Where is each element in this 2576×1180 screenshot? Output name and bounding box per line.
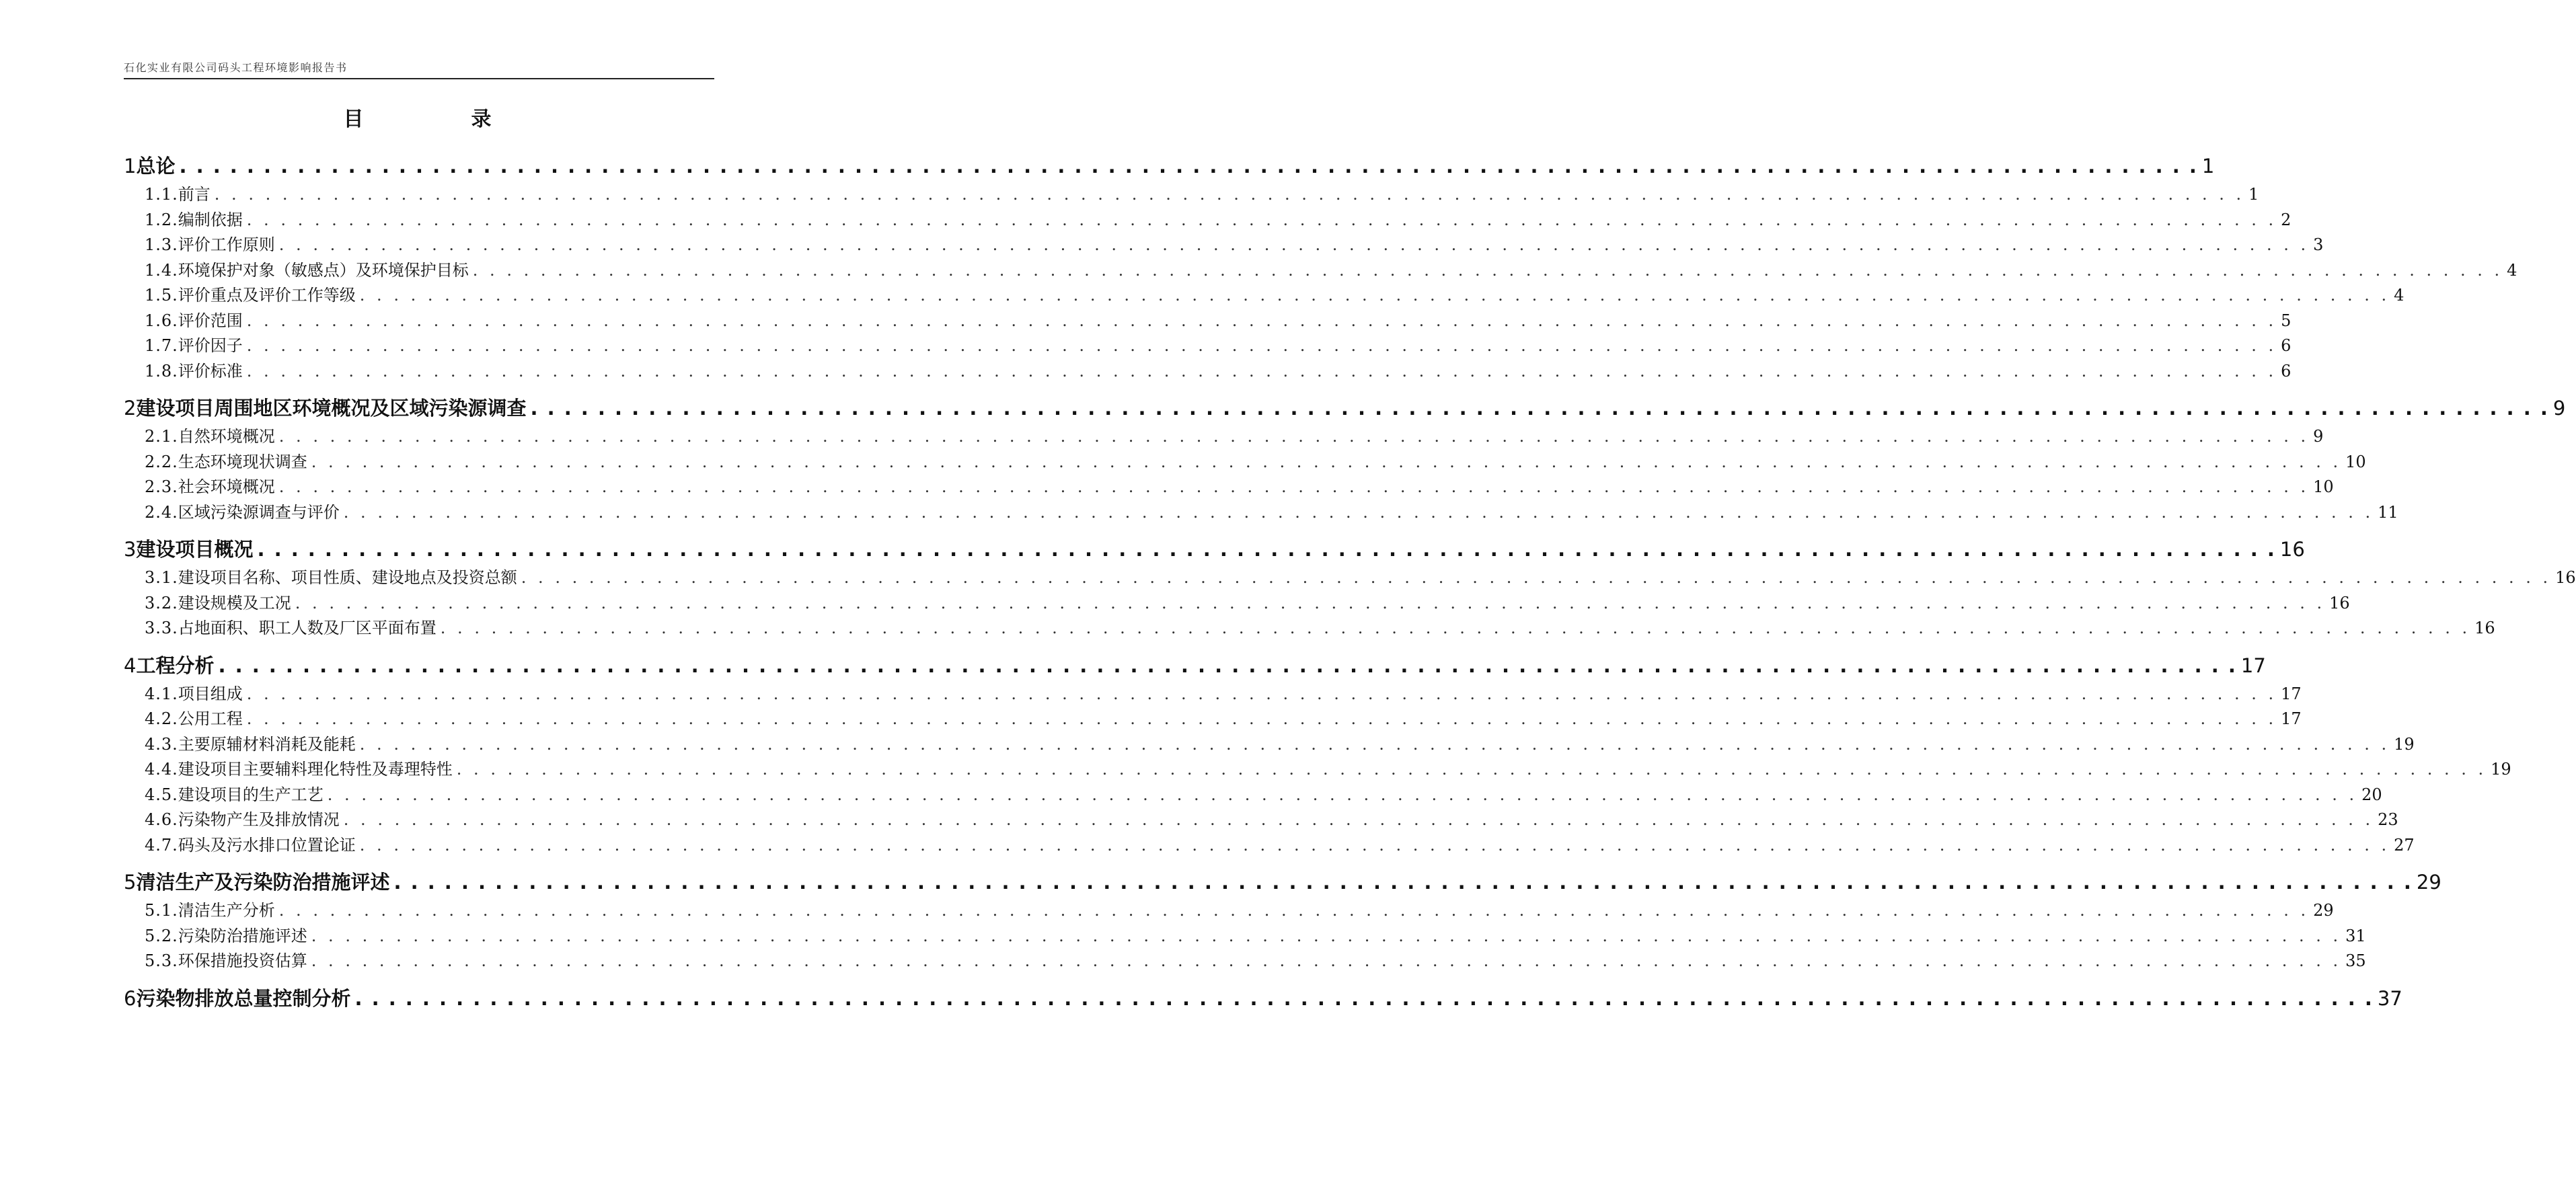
toc-section-entry[interactable] [124, 922, 2366, 948]
toc-section-entry[interactable] [124, 947, 2366, 973]
section-number: 2.1. [145, 427, 178, 446]
toc-chapter-entry[interactable] [124, 651, 2266, 677]
leader-dots: . . . . . . . . . . . . . . . . . . . . . . . . . . . . . . . . . . . . . . . . . . . . . . . . . . . . . . . . . . . . . . . . . . . . . . . . . . . . . . . . . . . . . . . . . . . . . . . . . . . . . . . . . . . . . . . . . . . . . . . . [327, 785, 2358, 804]
leader-dots: . . . . . . . . . . . . . . . . . . . . . . . . . . . . . . . . . . . . . . . . . . . . . . . . . . . . . . . . . . . . . . . . . . . . . . . . . . . . . . . . . . . . . . . . . . . . . . . . . . . . . . . . . . . . . . . . . . . . . . . . [456, 760, 2487, 779]
section-page-number: 1 [2248, 185, 2259, 204]
section-number: 1.2. [145, 210, 178, 229]
section-number: 3.3. [145, 619, 178, 637]
section-page-number: 16 [2329, 593, 2350, 613]
toc-section-entry[interactable] [124, 257, 2517, 282]
table-of-contents [124, 151, 2576, 1010]
section-page-number: 17 [2281, 709, 2302, 728]
section-number: 4.6. [145, 810, 178, 829]
toc-section-entry[interactable] [124, 282, 2404, 307]
leader-dots: . . . . . . . . . . . . . . . . . . . . . . . . . . . . . . . . . . . . . . . . . . . . . . . . . . . . . . . . . . . . . . . . . . . . . . . . . . . . . . . . . . . . . . . . . . . . . . . . . . . . . . . . . . . . . . . . . . . . . . . . [440, 619, 2471, 637]
chapter-number: 2 [124, 397, 137, 420]
section-page-number: 2 [2281, 210, 2291, 229]
leader-dots: . . . . . . . . . . . . . . . . . . . . . . . . . . . . . . . . . . . . . . . . . . . . . . . . . . . . . . . . . . . . . . . . . . . . . . . . . . . . . . . . . . . . . . . . . . . . . . . . . . . . . . . . . . . . . . . . . . . . . . . . [530, 397, 2549, 420]
section-title: 建设项目名称、项目性质、建设地点及投资总额 [178, 568, 517, 587]
section-number: 4.3. [145, 734, 178, 754]
section-title: 污染物产生及排放情况 [178, 810, 340, 829]
section-page-number: 27 [2394, 835, 2415, 855]
leader-dots: . . . . . . . . . . . . . . . . . . . . . . . . . . . . . . . . . . . . . . . . . . . . . . . . . . . . . . . . . . . . . . . . . . . . . . . . . . . . . . . . . . . . . . . . . . . . . . . . . . . . . . . . . . . . . . . . . . . . . . . . [359, 286, 2390, 305]
leader-dots: . . . . . . . . . . . . . . . . . . . . . . . . . . . . . . . . . . . . . . . . . . . . . . . . . . . . . . . . . . . . . . . . . . . . . . . . . . . . . . . . . . . . . . . . . . . . . . . . . . . . . . . . . . . . . . . . . . . . . . . . [354, 986, 2374, 1010]
section-page-number: 4 [2394, 286, 2404, 305]
section-page-number: 20 [2361, 785, 2382, 804]
section-title: 码头及污水排口位置论证 [178, 835, 356, 855]
section-title: 建设项目主要辅料理化特性及毒理特性 [178, 760, 453, 779]
leader-dots: . . . . . . . . . . . . . . . . . . . . . . . . . . . . . . . . . . . . . . . . . . . . . . . . . . . . . . . . . . . . . . . . . . . . . . . . . . . . . . . . . . . . . . . . . . . . . . . . . . . . . . . . . . . . . . . . . . . . . . . . [246, 311, 2277, 330]
section-number: 3.1. [145, 568, 178, 587]
section-number: 4.5. [145, 785, 178, 804]
toc-section-entry[interactable] [124, 705, 2302, 731]
section-number: 2.3. [145, 477, 178, 496]
section-page-number: 31 [2345, 926, 2366, 945]
section-title: 主要原辅材料消耗及能耗 [178, 734, 356, 754]
chapter-page-number: 37 [2377, 986, 2402, 1010]
chapter-page-number: 9 [2552, 397, 2566, 420]
section-page-number: 3 [2313, 235, 2324, 254]
toc-chapter-entry[interactable] [124, 867, 2441, 894]
section-title: 环保措施投资估算 [178, 951, 307, 970]
leader-dots: . . . . . . . . . . . . . . . . . . . . . . . . . . . . . . . . . . . . . . . . . . . . . . . . . . . . . . . . . . . . . . . . . . . . . . . . . . . . . . . . . . . . . . . . . . . . . . . . . . . . . . . . . . . . . . . . . . . . . . . . [472, 260, 2503, 280]
section-page-number: 23 [2378, 810, 2398, 829]
toc-chapter-entry[interactable] [124, 535, 2305, 561]
chapter-number: 1 [124, 155, 137, 178]
chapter-title: 建设项目概况 [136, 538, 254, 561]
section-title: 前言 [178, 185, 211, 204]
section-number: 1.3. [145, 235, 178, 254]
section-number: 5.2. [145, 926, 178, 945]
section-page-number: 9 [2313, 427, 2324, 446]
section-page-number: 16 [2474, 619, 2495, 637]
section-page-number: 29 [2313, 901, 2334, 920]
section-title: 评价范围 [178, 311, 243, 330]
leader-dots: . . . . . . . . . . . . . . . . . . . . . . . . . . . . . . . . . . . . . . . . . . . . . . . . . . . . . . . . . . . . . . . . . . . . . . . . . . . . . . . . . . . . . . . . . . . . . . . . . . . . . . . . . . . . . . . . . . . . . . . . [179, 155, 2198, 178]
toc-chapter-entry[interactable] [124, 151, 2215, 178]
chapter-title: 工程分析 [136, 654, 215, 677]
leader-dots: . . . . . . . . . . . . . . . . . . . . . . . . . . . . . . . . . . . . . . . . . . . . . . . . . . . . . . . . . . . . . . . . . . . . . . . . . . . . . . . . . . . . . . . . . . . . . . . . . . . . . . . . . . . . . . . . . . . . . . . . [246, 336, 2277, 355]
section-title: 建设项目的生产工艺 [178, 785, 324, 804]
toc-section-entry[interactable] [124, 423, 2324, 448]
section-number: 1.8. [145, 361, 178, 381]
section-number: 1.1. [145, 185, 178, 204]
section-number: 5.3. [145, 951, 178, 970]
toc-section-entry[interactable] [124, 680, 2302, 706]
section-number: 4.1. [145, 684, 178, 703]
toc-section-entry[interactable] [124, 615, 2495, 640]
running-header [124, 56, 714, 79]
section-title: 评价标准 [178, 361, 243, 381]
section-page-number: 10 [2313, 477, 2334, 496]
toc-chapter-entry[interactable] [124, 393, 2566, 420]
section-title: 建设规模及工况 [178, 593, 291, 613]
toc-section-entry[interactable] [124, 473, 2334, 499]
leader-dots: . . . . . . . . . . . . . . . . . . . . . . . . . . . . . . . . . . . . . . . . . . . . . . . . . . . . . . . . . . . . . . . . . . . . . . . . . . . . . . . . . . . . . . . . . . . . . . . . . . . . . . . . . . . . . . . . . . . . . . . . [521, 568, 2552, 587]
leader-dots: . . . . . . . . . . . . . . . . . . . . . . . . . . . . . . . . . . . . . . . . . . . . . . . . . . . . . . . . . . . . . . . . . . . . . . . . . . . . . . . . . . . . . . . . . . . . . . . . . . . . . . . . . . . . . . . . . . . . . . . . [257, 538, 2276, 561]
leader-dots: . . . . . . . . . . . . . . . . . . . . . . . . . . . . . . . . . . . . . . . . . . . . . . . . . . . . . . . . . . . . . . . . . . . . . . . . . . . . . . . . . . . . . . . . . . . . . . . . . . . . . . . . . . . . . . . . . . . . . . . . [278, 477, 2310, 496]
section-page-number: 5 [2281, 311, 2291, 330]
toc-section-entry[interactable] [124, 448, 2366, 474]
leader-dots: . . . . . . . . . . . . . . . . . . . . . . . . . . . . . . . . . . . . . . . . . . . . . . . . . . . . . . . . . . . . . . . . . . . . . . . . . . . . . . . . . . . . . . . . . . . . . . . . . . . . . . . . . . . . . . . . . . . . . . . . [246, 684, 2277, 703]
toc-section-entry[interactable] [124, 307, 2291, 333]
chapter-page-number: 29 [2416, 871, 2441, 894]
chapter-page-number: 1 [2201, 155, 2215, 178]
section-number: 2.4. [145, 502, 178, 522]
section-number: 5.1. [145, 901, 178, 920]
toc-section-entry[interactable] [124, 731, 2415, 756]
section-title: 自然环境概况 [178, 427, 275, 446]
leader-dots: . . . . . . . . . . . . . . . . . . . . . . . . . . . . . . . . . . . . . . . . . . . . . . . . . . . . . . . . . . . . . . . . . . . . . . . . . . . . . . . . . . . . . . . . . . . . . . . . . . . . . . . . . . . . . . . . . . . . . . . . [246, 361, 2277, 381]
section-number: 2.2. [145, 452, 178, 471]
leader-dots: . . . . . . . . . . . . . . . . . . . . . . . . . . . . . . . . . . . . . . . . . . . . . . . . . . . . . . . . . . . . . . . . . . . . . . . . . . . . . . . . . . . . . . . . . . . . . . . . . . . . . . . . . . . . . . . . . . . . . . . . [246, 210, 2277, 229]
leader-dots: . . . . . . . . . . . . . . . . . . . . . . . . . . . . . . . . . . . . . . . . . . . . . . . . . . . . . . . . . . . . . . . . . . . . . . . . . . . . . . . . . . . . . . . . . . . . . . . . . . . . . . . . . . . . . . . . . . . . . . . . [359, 835, 2390, 855]
toc-section-entry[interactable] [124, 358, 2291, 383]
chapter-title: 建设项目周围地区环境概况及区域污染源调查 [136, 397, 527, 420]
chapter-number: 4 [124, 654, 137, 677]
section-number: 4.2. [145, 709, 178, 728]
leader-dots: . . . . . . . . . . . . . . . . . . . . . . . . . . . . . . . . . . . . . . . . . . . . . . . . . . . . . . . . . . . . . . . . . . . . . . . . . . . . . . . . . . . . . . . . . . . . . . . . . . . . . . . . . . . . . . . . . . . . . . . . [311, 452, 2342, 471]
chapter-page-number: 16 [2279, 538, 2305, 561]
section-page-number: 16 [2555, 568, 2576, 587]
leader-dots: . . . . . . . . . . . . . . . . . . . . . . . . . . . . . . . . . . . . . . . . . . . . . . . . . . . . . . . . . . . . . . . . . . . . . . . . . . . . . . . . . . . . . . . . . . . . . . . . . . . . . . . . . . . . . . . . . . . . . . . . [311, 951, 2342, 970]
chapter-number: 6 [124, 986, 137, 1010]
section-number: 1.7. [145, 336, 178, 355]
toc-section-entry[interactable] [124, 231, 2324, 257]
leader-dots: . . . . . . . . . . . . . . . . . . . . . . . . . . . . . . . . . . . . . . . . . . . . . . . . . . . . . . . . . . . . . . . . . . . . . . . . . . . . . . . . . . . . . . . . . . . . . . . . . . . . . . . . . . . . . . . . . . . . . . . . [214, 185, 2245, 204]
section-number: 4.7. [145, 835, 178, 855]
section-page-number: 17 [2281, 684, 2302, 703]
section-title: 环境保护对象（敏感点）及环境保护目标 [178, 260, 469, 280]
chapter-number: 5 [124, 871, 137, 894]
leader-dots: . . . . . . . . . . . . . . . . . . . . . . . . . . . . . . . . . . . . . . . . . . . . . . . . . . . . . . . . . . . . . . . . . . . . . . . . . . . . . . . . . . . . . . . . . . . . . . . . . . . . . . . . . . . . . . . . . . . . . . . . [295, 593, 2326, 613]
leader-dots: . . . . . . . . . . . . . . . . . . . . . . . . . . . . . . . . . . . . . . . . . . . . . . . . . . . . . . . . . . . . . . . . . . . . . . . . . . . . . . . . . . . . . . . . . . . . . . . . . . . . . . . . . . . . . . . . . . . . . . . . [359, 734, 2390, 754]
header-text: 石化实业有限公司码头工程环境影响报告书 [124, 61, 348, 74]
toc-chapter-entry[interactable] [124, 984, 2402, 1010]
section-title: 清洁生产分析 [178, 901, 275, 920]
section-title: 评价因子 [178, 336, 243, 355]
section-page-number: 35 [2345, 951, 2366, 970]
leader-dots: . . . . . . . . . . . . . . . . . . . . . . . . . . . . . . . . . . . . . . . . . . . . . . . . . . . . . . . . . . . . . . . . . . . . . . . . . . . . . . . . . . . . . . . . . . . . . . . . . . . . . . . . . . . . . . . . . . . . . . . . [311, 926, 2342, 945]
section-title: 编制依据 [178, 210, 243, 229]
leader-dots: . . . . . . . . . . . . . . . . . . . . . . . . . . . . . . . . . . . . . . . . . . . . . . . . . . . . . . . . . . . . . . . . . . . . . . . . . . . . . . . . . . . . . . . . . . . . . . . . . . . . . . . . . . . . . . . . . . . . . . . . [278, 901, 2310, 920]
section-page-number: 19 [2491, 760, 2511, 779]
section-title: 占地面积、职工人数及厂区平面布置 [178, 619, 437, 637]
toc-section-entry[interactable] [124, 897, 2334, 922]
toc-section-entry[interactable] [124, 181, 2259, 206]
toc-section-entry[interactable] [124, 781, 2382, 807]
section-number: 4.4. [145, 760, 178, 779]
leader-dots: . . . . . . . . . . . . . . . . . . . . . . . . . . . . . . . . . . . . . . . . . . . . . . . . . . . . . . . . . . . . . . . . . . . . . . . . . . . . . . . . . . . . . . . . . . . . . . . . . . . . . . . . . . . . . . . . . . . . . . . . [218, 654, 2237, 677]
section-title: 生态环境现状调查 [178, 452, 307, 471]
toc-section-entry[interactable] [124, 499, 2398, 524]
toc-section-entry[interactable] [124, 832, 2415, 857]
leader-dots: . . . . . . . . . . . . . . . . . . . . . . . . . . . . . . . . . . . . . . . . . . . . . . . . . . . . . . . . . . . . . . . . . . . . . . . . . . . . . . . . . . . . . . . . . . . . . . . . . . . . . . . . . . . . . . . . . . . . . . . . [343, 810, 2374, 829]
toc-section-entry[interactable] [124, 590, 2350, 615]
chapter-title: 清洁生产及污染防治措施评述 [136, 871, 390, 894]
section-title: 评价工作原则 [178, 235, 275, 254]
section-number: 3.2. [145, 593, 178, 613]
section-page-number: 6 [2281, 361, 2291, 381]
section-number: 1.4. [145, 260, 178, 280]
leader-dots: . . . . . . . . . . . . . . . . . . . . . . . . . . . . . . . . . . . . . . . . . . . . . . . . . . . . . . . . . . . . . . . . . . . . . . . . . . . . . . . . . . . . . . . . . . . . . . . . . . . . . . . . . . . . . . . . . . . . . . . . [343, 502, 2374, 522]
section-number: 1.5. [145, 286, 178, 305]
page-title: 目录 [343, 108, 599, 131]
section-page-number: 19 [2394, 734, 2415, 754]
section-title: 项目组成 [178, 684, 243, 703]
section-title: 社会环境概况 [178, 477, 275, 496]
leader-dots: . . . . . . . . . . . . . . . . . . . . . . . . . . . . . . . . . . . . . . . . . . . . . . . . . . . . . . . . . . . . . . . . . . . . . . . . . . . . . . . . . . . . . . . . . . . . . . . . . . . . . . . . . . . . . . . . . . . . . . . . [278, 235, 2310, 254]
toc-section-entry[interactable] [124, 756, 2511, 781]
section-title: 污染防治措施评述 [178, 926, 307, 945]
toc-section-entry[interactable] [124, 564, 2576, 590]
chapter-title: 总论 [136, 155, 176, 178]
leader-dots: . . . . . . . . . . . . . . . . . . . . . . . . . . . . . . . . . . . . . . . . . . . . . . . . . . . . . . . . . . . . . . . . . . . . . . . . . . . . . . . . . . . . . . . . . . . . . . . . . . . . . . . . . . . . . . . . . . . . . . . . [393, 871, 2413, 894]
chapter-number: 3 [124, 538, 137, 561]
section-page-number: 10 [2345, 452, 2366, 471]
section-page-number: 11 [2378, 502, 2398, 522]
section-title: 评价重点及评价工作等级 [178, 286, 356, 305]
section-title: 区域污染源调查与评价 [178, 502, 340, 522]
leader-dots: . . . . . . . . . . . . . . . . . . . . . . . . . . . . . . . . . . . . . . . . . . . . . . . . . . . . . . . . . . . . . . . . . . . . . . . . . . . . . . . . . . . . . . . . . . . . . . . . . . . . . . . . . . . . . . . . . . . . . . . . [246, 709, 2277, 728]
chapter-page-number: 17 [2240, 654, 2266, 677]
section-title: 公用工程 [178, 709, 243, 728]
chapter-title: 污染物排放总量控制分析 [136, 986, 351, 1010]
toc-section-entry[interactable] [124, 806, 2398, 832]
leader-dots: . . . . . . . . . . . . . . . . . . . . . . . . . . . . . . . . . . . . . . . . . . . . . . . . . . . . . . . . . . . . . . . . . . . . . . . . . . . . . . . . . . . . . . . . . . . . . . . . . . . . . . . . . . . . . . . . . . . . . . . . [278, 427, 2310, 446]
section-page-number: 6 [2281, 336, 2291, 355]
section-page-number: 4 [2507, 260, 2517, 280]
toc-section-entry[interactable] [124, 206, 2291, 232]
toc-section-entry[interactable] [124, 332, 2291, 358]
section-number: 1.6. [145, 311, 178, 330]
